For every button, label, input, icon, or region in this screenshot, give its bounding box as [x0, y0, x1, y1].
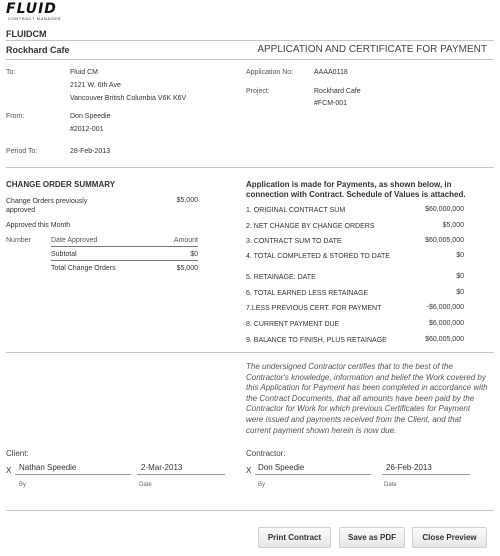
certification-statement: The undersigned Contractor certifies that to the best of the Contractor's knowledge, information and belief the Work covered by this Application for Payment has been completed in accordance with the Contract Documents, that all amounts have been paid by the Contractor for Work for which previous Certificates for Payment were issued and payments received from the Client, and that current payment shown herein is now due. [246, 362, 488, 435]
change-order-summary-title: CHANGE ORDER SUMMARY [6, 180, 116, 189]
client-signer-name: Nathan Speedie [19, 463, 77, 472]
table-rule [51, 260, 198, 261]
to-name: Fluid CM [70, 69, 99, 76]
approved-this-month-label: Approved this Month [6, 222, 71, 229]
from-number: #2012-001 [70, 126, 104, 133]
to-street: 2121 W. 6th Ave [70, 82, 121, 89]
sov-row-label: 4. TOTAL COMPLETED & STORED TO DATE [246, 253, 390, 260]
client-date-line [137, 474, 225, 475]
contractor-signature-title: Contractor: [246, 449, 286, 458]
table-rule [51, 246, 198, 247]
divider [6, 167, 494, 168]
period-value: 28-Feb-2013 [70, 148, 111, 155]
total-change-orders-value: $5,000 [176, 265, 198, 272]
client-sign-date: 2-Mar-2013 [141, 463, 183, 472]
contractor-signature-line [255, 474, 371, 475]
column-header-date: Date Approved [51, 237, 98, 244]
contractor-date-line [382, 474, 470, 475]
column-header-number: Number [6, 237, 31, 244]
sov-row-value: $60,005,000 [425, 336, 464, 343]
previous-change-orders-value: $5,000 [176, 197, 198, 204]
sov-row-value: $60,000,000 [425, 206, 464, 213]
project-label: Project: [246, 88, 270, 95]
to-city: Vancouver British Columbia V6K K6V [70, 95, 187, 102]
contractor-sign-date: 26-Feb-2013 [386, 463, 432, 472]
divider [6, 40, 494, 41]
subtotal-value: $0 [190, 251, 198, 258]
from-label: From: [6, 113, 25, 120]
column-header-amount: Amount [173, 237, 198, 244]
close-preview-button[interactable]: Close Preview [412, 527, 487, 548]
document-title: APPLICATION AND CERTIFICATE FOR PAYMENT [257, 44, 487, 55]
sov-row-label: 1. ORIGINAL CONTRACT SUM [246, 207, 346, 214]
contractor-sign-mark: X [246, 466, 252, 475]
sov-row-label: 9. BALANCE TO FINISH, PLUS RETAINAGE [246, 337, 387, 344]
sov-row-value: $0 [456, 289, 464, 296]
sov-row-label: 2. NET CHANGE BY CHANGE ORDERS [246, 223, 375, 230]
application-no-label: Application No: [246, 69, 294, 76]
sov-row-label: 8. CURRENT PAYMENT DUE [246, 321, 340, 328]
previous-change-orders-label: Change Orders previously approved [6, 198, 88, 214]
sov-row-value: $6,000,000 [428, 320, 464, 327]
logo-tagline: CONTRACT MANAGER [8, 16, 62, 21]
sov-row-label: 6. TOTAL EARNED LESS RETAINAGE [246, 290, 369, 297]
divider [6, 59, 494, 60]
client-date-label: Date [139, 482, 152, 488]
project-value-number: #FCM-001 [314, 100, 348, 107]
period-label: Period To: [6, 148, 38, 155]
sov-row-label: 7.LESS PREVIOUS CERT. FOR PAYMENT [246, 305, 382, 312]
to-label: To: [6, 69, 16, 76]
print-contract-button[interactable]: Print Contract [258, 527, 331, 548]
divider [6, 510, 494, 511]
client-sign-mark: X [6, 466, 12, 475]
fluid-cm-logo [6, 3, 72, 20]
sov-row-value: $5,000 [442, 222, 464, 229]
sov-row-value: $0 [456, 252, 464, 259]
total-change-orders-label: Total Change Orders [51, 265, 116, 272]
client-by-label: By [19, 482, 27, 488]
application-no-value: AAAA0118 [314, 69, 348, 76]
sov-row-label: 3. CONTRACT SUM TO DATE [246, 238, 342, 245]
client-signature-title: Client: [6, 449, 29, 458]
project-value-name: Rockhard Cafe [314, 88, 361, 95]
contractor-date-label: Date [384, 482, 397, 488]
sov-row-value: -$6,000,000 [426, 304, 464, 311]
from-name: Don Speedie [70, 113, 111, 120]
save-as-pdf-button[interactable]: Save as PDF [339, 527, 405, 548]
logo-wordmark: FLUID [6, 1, 57, 17]
subtotal-label: Subtotal [51, 251, 77, 258]
client-signature-line [15, 474, 131, 475]
project-name: Rockhard Cafe [6, 45, 70, 55]
sov-row-value: $0 [456, 273, 464, 280]
application-intro: Application is made for Payments, as shown below, in connection with Contract. Schedule of Values is attached. [246, 180, 466, 199]
contractor-by-label: By [258, 482, 266, 488]
divider [6, 352, 494, 353]
contractor-signer-name: Don Speedie [258, 463, 305, 472]
company-code: FLUIDCM [6, 29, 47, 39]
sov-row-value: $60,005,000 [425, 237, 464, 244]
sov-row-label: 5. RETAINAGE: DATE [246, 274, 316, 281]
